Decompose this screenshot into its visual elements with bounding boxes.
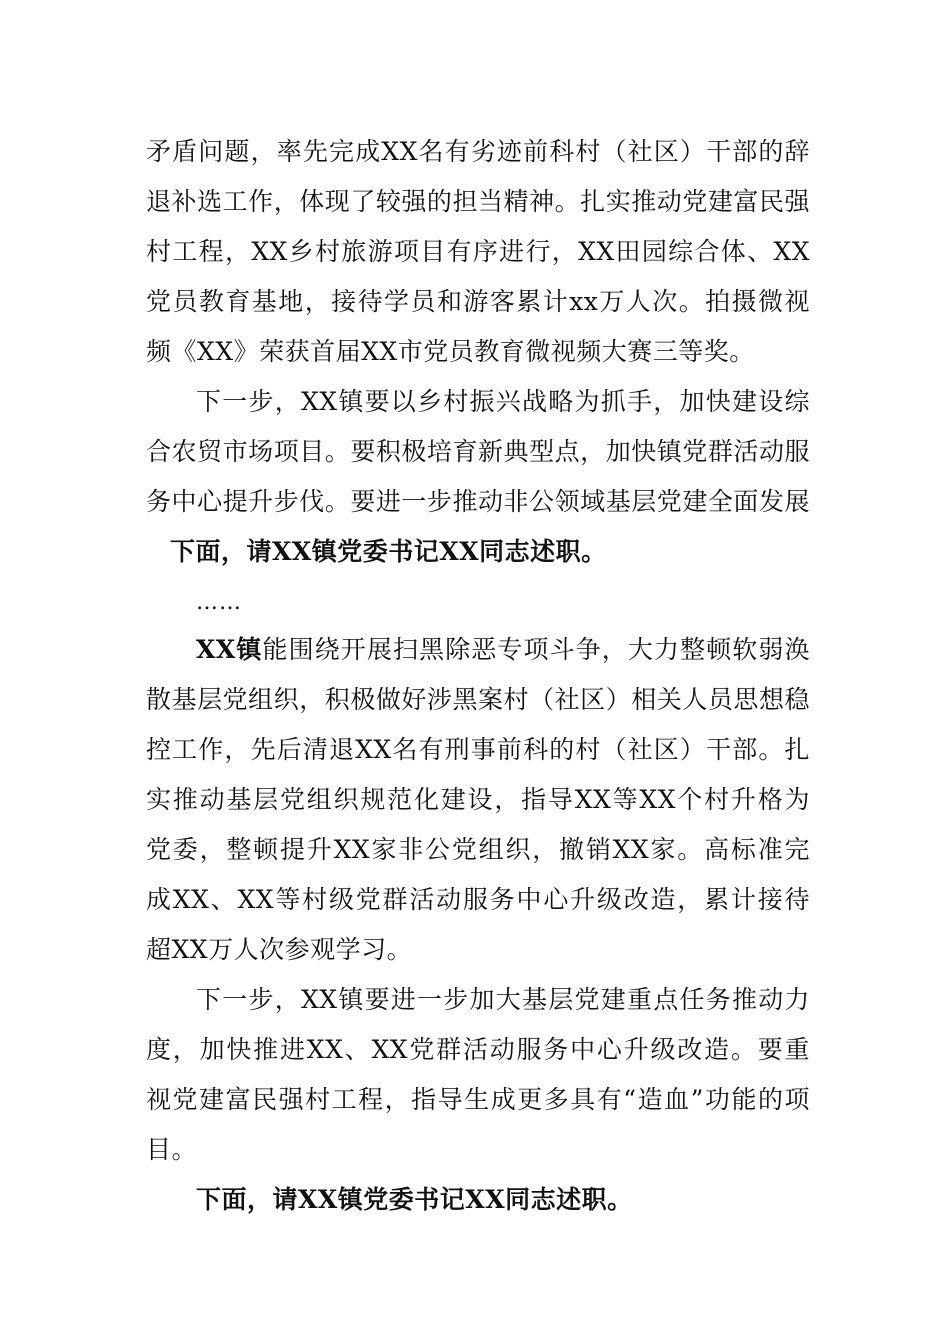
paragraph-3-line-1 <box>196 633 810 667</box>
paragraph-3-line-1-rest: 能围绕开展扫黑除恶专项斗争，大力整顿软弱涣 <box>262 635 810 664</box>
paragraph-1-line-1: 矛盾问题，率先完成XX名有劣迹前科村（社区）干部的辞 <box>146 137 810 166</box>
paragraph-2-line-2: 合农贸市场项目。要积极培育新典型点，加快镇党群活动服 <box>146 437 810 466</box>
paragraph-3-line-7: 超XX万人次参观学习。 <box>146 935 413 964</box>
heading-call-for-report-1: 下面，请XX镇党委书记XX同志述职。 <box>170 537 607 566</box>
paragraph-3-line-3: 控工作，先后清退XX名有刑事前科的村（社区）干部。扎 <box>146 735 810 764</box>
paragraph-4-line-2: 度，加快推进XX、XX党群活动服务中心升级改造。要重 <box>146 1035 810 1064</box>
paragraph-4-line-1: 下一步，XX镇要进一步加大基层党建重点任务推动力 <box>196 985 810 1014</box>
ellipsis: …… <box>196 590 242 615</box>
paragraph-3-line-6: 成XX、XX等村级党群活动服务中心升级改造，累计接待 <box>146 885 810 914</box>
paragraph-4-line-4: 目。 <box>146 1135 198 1164</box>
paragraph-2-line-1: 下一步，XX镇要以乡村振兴战略为抓手，加快建设综 <box>196 387 810 416</box>
paragraph-3-line-2: 散基层党组织，积极做好涉黑案村（社区）相关人员思想稳 <box>146 685 810 714</box>
paragraph-2-line-3: 务中心提升步伐。要进一步推动非公领域基层党建全面发展 <box>146 487 810 516</box>
paragraph-3-lead-bold: XX镇 <box>196 635 263 664</box>
paragraph-1-line-5: 频《XX》荣获首届XX市党员教育微视频大赛三等奖。 <box>146 337 755 366</box>
heading-call-for-report-2: 下面，请XX镇党委书记XX同志述职。 <box>196 1185 633 1214</box>
paragraph-3-line-5: 党委，整顿提升XX家非公党组织，撤销XX家。高标准完 <box>146 835 810 864</box>
paragraph-1-line-3: 村工程，XX乡村旅游项目有序进行，XX田园综合体、XX <box>146 237 810 266</box>
paragraph-4-line-3: 视党建富民强村工程，指导生成更多具有“造血”功能的项 <box>146 1085 810 1114</box>
paragraph-3-line-4: 实推动基层党组织规范化建设，指导XX等XX个村升格为 <box>146 785 810 814</box>
paragraph-1-line-4: 党员教育基地，接待学员和游客累计xx万人次。拍摄微视 <box>146 287 810 316</box>
paragraph-1-line-2: 退补选工作，体现了较强的担当精神。扎实推动党建富民强 <box>146 187 810 216</box>
